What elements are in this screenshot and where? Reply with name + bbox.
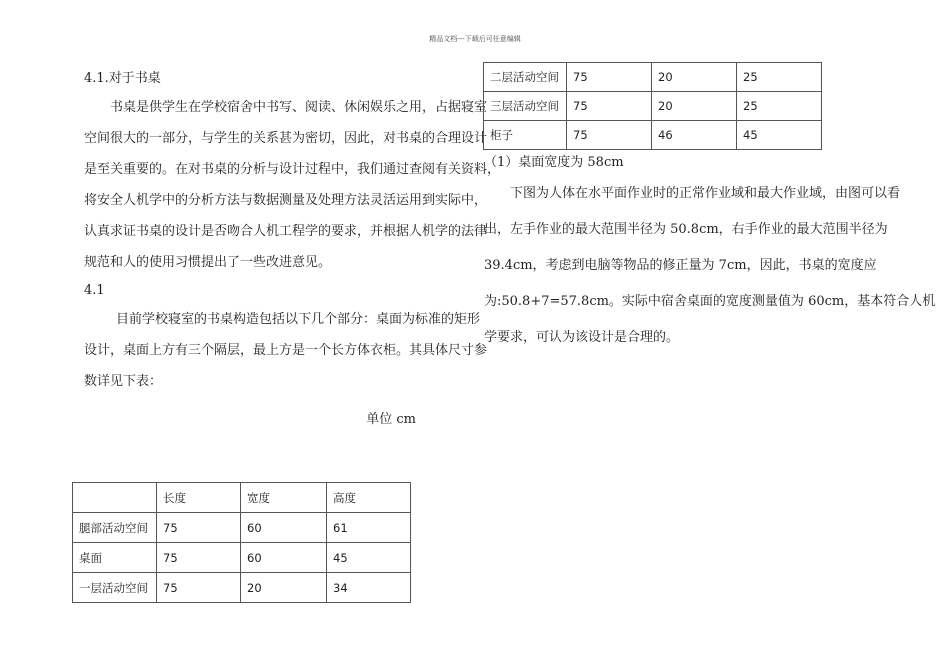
table-cell: 45	[327, 543, 411, 573]
table-cell: 75	[567, 121, 652, 150]
table-cell: 45	[737, 121, 822, 150]
text-line: 空间很大的一部分，与学生的关系甚为密切，因此，对书桌的合理设计	[84, 131, 488, 146]
table-cell: 20	[241, 573, 327, 603]
table-cell: 25	[737, 92, 822, 121]
text-line: 认真求证书桌的设计是否吻合人机工程学的要求，并根据人机学的法律	[84, 224, 488, 239]
text-line: 规范和人的使用习惯提出了一些改进意见。	[84, 255, 332, 270]
right-column	[484, 150, 936, 356]
table-row	[73, 543, 411, 573]
table-cell: 75	[567, 63, 652, 92]
dimensions-table-part2	[483, 62, 822, 150]
table-cell: 25	[737, 63, 822, 92]
table-cell: 腿部活动空间	[73, 513, 157, 543]
table-cell: 60	[241, 513, 327, 543]
text-line: 设计，桌面上方有三个隔层，最上方是一个长方体衣柜。其具体尺寸参	[84, 343, 488, 358]
table-row	[484, 63, 822, 92]
table-cell: 61	[327, 513, 411, 543]
table-cell: 三层活动空间	[484, 92, 567, 121]
table-cell: 一层活动空间	[73, 573, 157, 603]
text-line: 数详见下表：	[84, 374, 163, 389]
table-cell: 60	[241, 543, 327, 573]
table-cell: 高度	[327, 483, 411, 513]
table-cell: 75	[567, 92, 652, 121]
table-cell: 二层活动空间	[484, 63, 567, 92]
table-cell: 20	[652, 63, 737, 92]
table-cell: 柜子	[484, 121, 567, 150]
table-cell: 20	[652, 92, 737, 121]
text-line: 39.4cm，考虑到电脑等物品的修正量为 7cm，因此，书桌的宽度应	[484, 258, 877, 273]
page-header-note: 精品文档---下载后可任意编辑	[429, 35, 521, 43]
text-line: 为:50.8+7=57.8cm。实际中宿舍桌面的宽度测量值为 60cm，基本符合人机	[484, 294, 936, 309]
table-row	[73, 573, 411, 603]
table-cell: 75	[157, 573, 241, 603]
table-row	[484, 121, 822, 150]
unit-label: 单位 cm	[366, 412, 416, 427]
table-cell: 34	[327, 573, 411, 603]
table-row	[73, 513, 411, 543]
text-line: 是至关重要的。在对书桌的分析与设计过程中，我们通过查阅有关资料，	[84, 162, 501, 177]
paragraph-desk-width	[484, 176, 936, 356]
text-line: 目前学校寝室的书桌构造包括以下几个部分：桌面为标准的矩形	[116, 312, 481, 327]
table-cell: 75	[157, 513, 241, 543]
section-title: 4.1.对于书桌	[84, 71, 161, 86]
table-cell: 桌面	[73, 543, 157, 573]
table-cell: 宽度	[241, 483, 327, 513]
text-line: 出，左手作业的最大范围半径为 50.8cm，右手作业的最大范围半径为	[484, 222, 888, 237]
desk-width-caption: （1）桌面宽度为 58cm	[484, 155, 624, 170]
text-line: 下图为人体在水平面作业时的正常作业域和最大作业域，由图可以看	[510, 186, 901, 201]
table-cell	[73, 483, 157, 513]
dimensions-table-part1	[72, 482, 411, 603]
subsection-title: 4.1	[84, 283, 105, 298]
paragraph-desk-structure	[84, 304, 488, 397]
left-column	[84, 66, 501, 448]
table-row	[484, 92, 822, 121]
table-header-row	[73, 483, 411, 513]
table-cell: 长度	[157, 483, 241, 513]
paragraph-desk-intro	[84, 92, 501, 278]
table-cell: 75	[157, 543, 241, 573]
text-line: 将安全人机学中的分析方法与数据测量及处理方法灵活运用到实际中，	[84, 193, 488, 208]
table-cell: 46	[652, 121, 737, 150]
text-line: 学要求，可认为该设计是合理的。	[484, 330, 680, 345]
text-line: 书桌是供学生在学校宿舍中书写、阅读、休闲娱乐之用，占据寝室	[110, 100, 488, 115]
